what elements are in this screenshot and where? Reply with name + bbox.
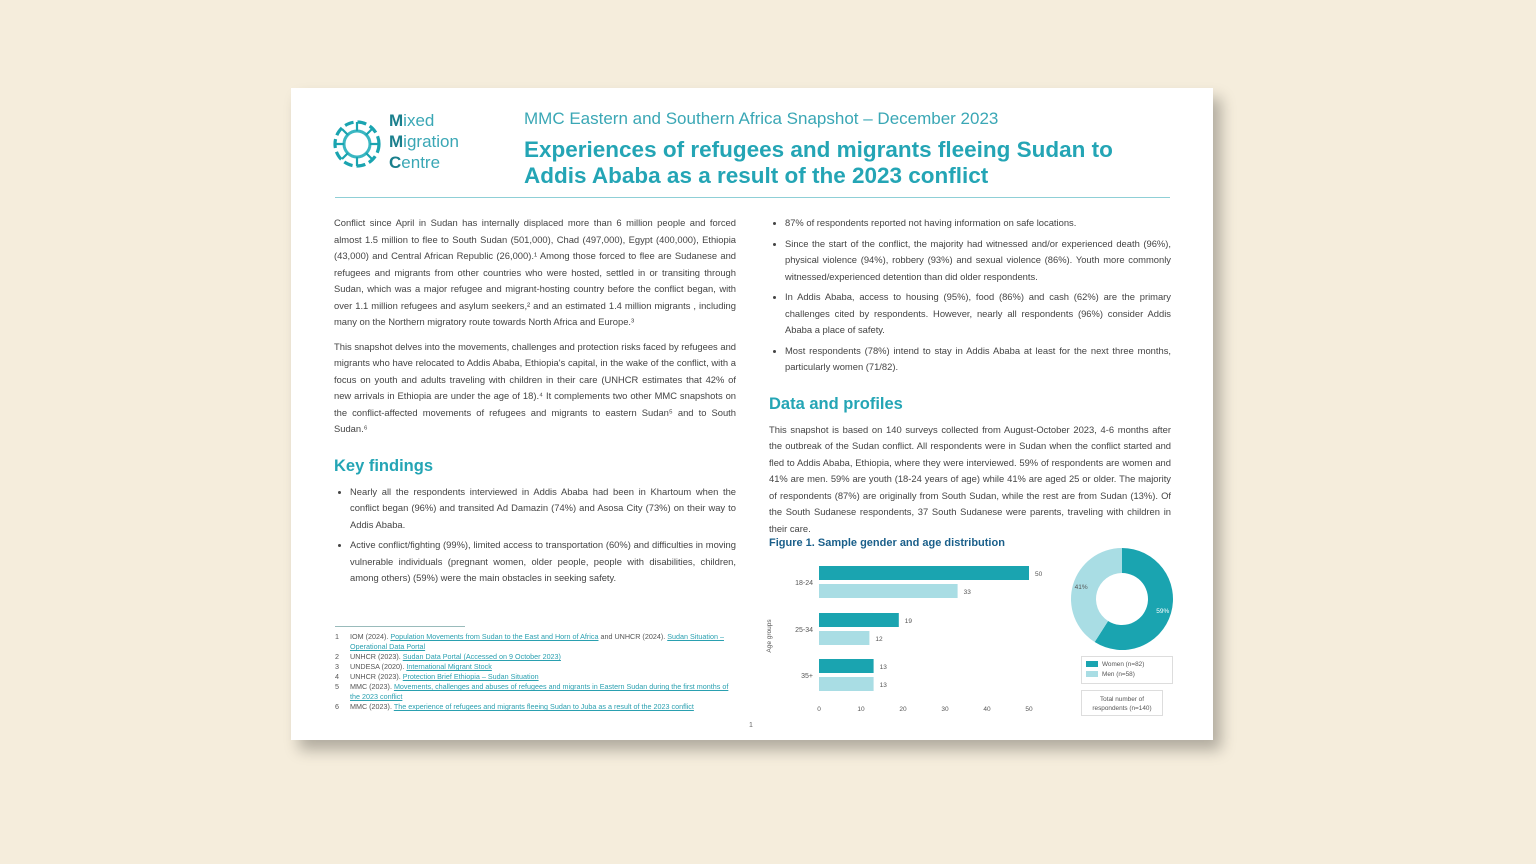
legend-item-men: Men (n=58) — [1086, 670, 1168, 680]
x-tick-label: 10 — [857, 706, 865, 713]
scope-paragraph: This snapshot delves into the movements, challenges and protection risks faced by refugees and migrants who have relocated to Addis Ababa, Ethiopia's capital, in the wake of the conflict, with a focus on youth and adults traveling with children in their care (UNHCR estimates that 42% of new arrivals in Ethiopia are under the age of 18).⁴ It complements two other MMC snapshots on the conflict-affected movements of refugees and migrants to eastern Sudan⁵ and to South Sudan.⁶ — [334, 340, 736, 434]
total-respondents-note: Total number of respondents (n=140) — [1081, 690, 1163, 716]
bar-value-label: 12 — [875, 636, 883, 643]
footnote-link[interactable]: Sudan Situation – Operational Data Portal — [350, 632, 724, 651]
age-gender-bar-chart — [763, 556, 1063, 718]
chart-legend — [1081, 656, 1173, 684]
page-number: 1 — [749, 722, 753, 729]
footnote-link[interactable]: International Migrant Stock — [406, 662, 492, 671]
bar-18-24-women — [819, 566, 1029, 580]
bar-value-label: 19 — [904, 618, 913, 625]
key-findings-heading: Key findings — [334, 456, 434, 475]
bar-35+-women — [819, 659, 874, 673]
footnote: 4 UNHCR (2023). Protection Brief Ethiopia – Sudan Situation — [335, 672, 539, 681]
footnote-divider — [335, 626, 465, 627]
bar-value-label: 13 — [879, 682, 887, 689]
y-axis-label: Age groups — [766, 619, 773, 653]
figure-title: Figure 1. Sample gender and age distribution — [769, 537, 1005, 549]
bar-value-label: 13 — [879, 664, 887, 671]
document-page — [291, 88, 1213, 740]
footnote-link[interactable]: The experience of refugees and migrants fleeing Sudan to Juba as a result of the 2023 conflict — [393, 702, 694, 711]
footnote-link[interactable]: Sudan Data Portal (Accessed on 9 October 2023) — [402, 652, 561, 661]
x-tick-label: 30 — [941, 706, 949, 713]
list-item: • In Addis Ababa, access to housing (95%), food (86%) and cash (62%) are the primary challenges cited by respondents. However, nearly all respondents (96%) consider Addis Ababa a place of safety. — [785, 289, 1171, 339]
key-findings-list — [334, 484, 736, 587]
footnote: 1 IOM (2024). Population Movements from Sudan to the East and Horn of Africa and UNHCR (2024). Sudan Situation – Operational Data Portal — [335, 632, 724, 651]
donut-slice-label: 41% — [1074, 584, 1088, 592]
bar-25-34-women — [819, 613, 899, 627]
logo-wordmark: Mixed Migration Centre — [389, 111, 459, 172]
data-profiles-heading: Data and profiles — [769, 394, 903, 413]
list-item: • Active conflict/fighting (99%), limited access to transportation (60%) and difficulties in moving vulnerable individuals (pregnant women, older people, people with disabilities, children, among others) (59%) were the main obstacles in seeking safety. — [350, 537, 736, 587]
bar-25-34-men — [819, 631, 869, 645]
list-item: • 87% of respondents reported not having information on safe locations. — [785, 215, 1171, 232]
x-tick-label: 20 — [899, 706, 907, 713]
footnotes — [335, 632, 735, 712]
key-findings-list-continued — [769, 215, 1171, 376]
list-item: • Nearly all the respondents interviewed in Addis Ababa had been in Khartoum when the conflict began (96%) and transited Ad Damazin (74%) and Asosa City (73%) on their way to Addis Ababa. — [350, 484, 736, 534]
footnote: 3 UNDESA (2020). International Migrant Stock — [335, 662, 492, 671]
list-item: • Most respondents (78%) intend to stay in Addis Ababa at least for the next three months, particularly women (71/82). — [785, 343, 1171, 376]
right-column — [769, 215, 1171, 545]
list-item: • Since the start of the conflict, the majority had witnessed and/or experienced death (96%), physical violence (94%), robbery (93%) and sexual violence (86%). Youth more commonly witnessed/experienced detention than did older respondents. — [785, 236, 1171, 286]
series-title: MMC Eastern and Southern Africa Snapshot – December 2023 — [524, 109, 999, 128]
donut-slice-label: 59% — [1156, 607, 1170, 615]
left-column — [334, 215, 736, 591]
footnote-link[interactable]: Movements, challenges and abuses of refugees and migrants in Eastern Sudan during the first months of the 2023 conflict — [350, 682, 729, 701]
x-tick-label: 0 — [817, 706, 821, 713]
bar-35+-men — [819, 677, 874, 691]
category-label: 25-34 — [795, 627, 813, 634]
footnote: 5 MMC (2023). Movements, challenges and abuses of refugees and migrants in Eastern Sudan during the first months of the 2023 conflict — [335, 682, 729, 701]
page-title: Experiences of refugees and migrants fleeing Sudan to Addis Ababa as a result of the 2023 conflict — [524, 137, 1113, 188]
bar-value-label: 33 — [963, 589, 971, 596]
data-paragraph: This snapshot is based on 140 surveys collected from August-October 2023, 4-6 months after the outbreak of the Sudan conflict. All respondents were in Sudan when the conflict started and fled to Addis Ababa, Ethiopia, where they were interviewed. 59% of respondents are women and 41% are men. 59% are youth (18-24 years of age) while 41% are aged 25 or older. The majority of respondents (87%) are originally from South Sudan, while the rest are from Sudan (13%). Of the South Sudanese respondents, 37 South Sudanese were parents, traveling with children in their care. — [769, 423, 1171, 534]
footnote: 6 MMC (2023). The experience of refugees and migrants fleeing Sudan to Juba as a result of the 2023 conflict — [335, 702, 694, 711]
x-tick-label: 40 — [983, 706, 991, 713]
gender-donut-chart — [1069, 546, 1175, 652]
intro-paragraph: Conflict since April in Sudan has internally displaced more than 6 million people and forced almost 1.5 million to flee to South Sudan (501,000), Chad (497,000), Egypt (400,000), Ethiopia (43,000) and Central African Republic (26,000).¹ Among those forced to flee are Sudanese and refugees and migrants from other countries who were hosted, settled in or transiting through Sudan, which was a major refugee and migrant-hosting country before the conflict began, with over 1.1 million refugees and asylum seekers,² and an estimated 1.4 million migrants , including many on the Northern migratory route towards North Africa and Europe.³ — [334, 217, 736, 327]
footnote-link[interactable]: Population Movements from Sudan to the East and Horn of Africa — [390, 632, 599, 641]
bar-18-24-men — [819, 584, 958, 598]
category-label: 18-24 — [795, 580, 813, 587]
x-tick-label: 50 — [1025, 706, 1033, 713]
category-label: 35+ — [801, 673, 813, 680]
header-divider — [335, 197, 1170, 198]
footnote: 2 UNHCR (2023). Sudan Data Portal (Accessed on 9 October 2023) — [335, 652, 561, 661]
footnote-link[interactable]: Protection Brief Ethiopia – Sudan Situation — [402, 672, 539, 681]
legend-item-women: Women (n=82) — [1086, 660, 1168, 670]
bar-value-label: 50 — [1035, 571, 1043, 578]
